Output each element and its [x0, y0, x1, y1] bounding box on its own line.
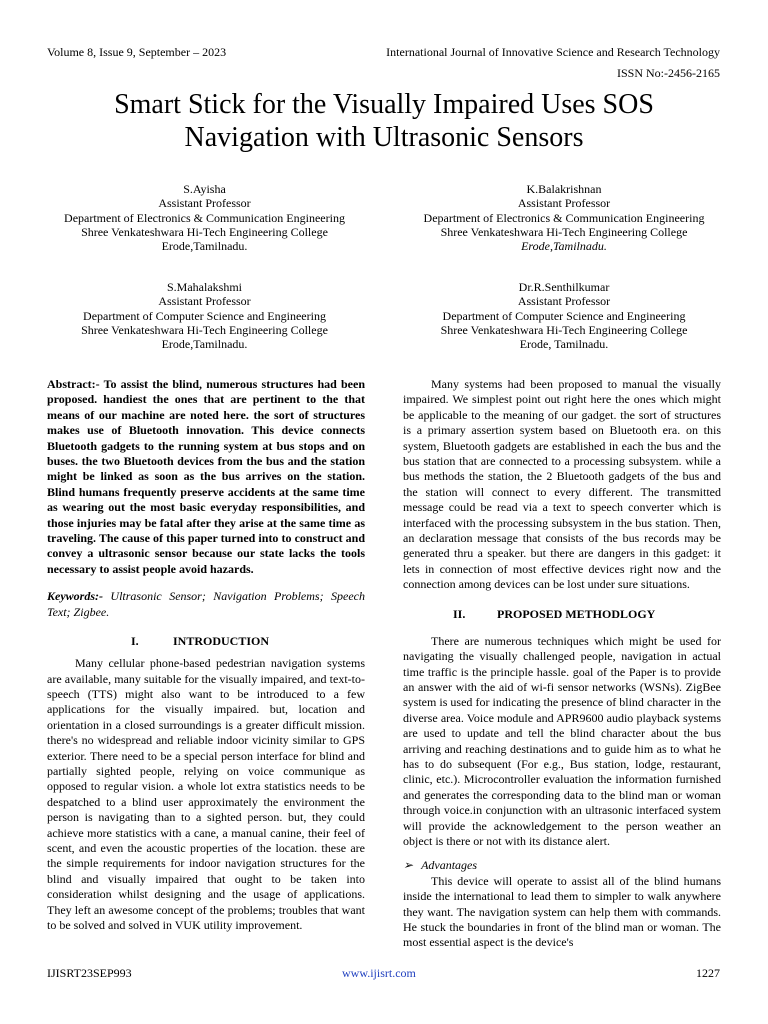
author-name: S.Ayisha [183, 182, 226, 196]
right-column [403, 377, 721, 951]
author-name: K.Balakrishnan [526, 182, 602, 196]
author-place: Erode,Tamilnadu. [521, 239, 607, 254]
author-dept: Department of Computer Science and Engineering [83, 308, 326, 323]
page-number: 1227 [696, 966, 720, 980]
section-heading-introduction [47, 634, 365, 648]
advantages-text: This device will operate to assist all of the blind humans inside the international to lead them to simpler to walk anywhere they want. The navigation system can help them with commands. He stuck the boundaries in front of the blind man or woman. The most essential aspect is the device's [403, 873, 721, 950]
author-college: Shree Venkateshwara Hi-Tech Engineering College [440, 322, 688, 337]
author-role: Assistant Professor [158, 294, 251, 309]
title-line-2: Navigation with Ultrasonic Sensors [184, 122, 584, 153]
author-place: Erode,Tamilnadu. [161, 337, 248, 352]
author-role: Assistant Professor [158, 196, 251, 211]
prior-systems-text: Many systems had been proposed to manual the visually impaired. We simplest point out right here the ones which might be applicable to the meaning of our gadget. the sort of structures is a primary assertion system based on Bluetooth era. on this system, Bluetooth gadgets are established in each the bus and the bus station that are connected to a processing subsystem. while a bus methods the station, the 2 Bluetooth gadgets of the bus and the station will connect to every different. The transmitted message could be read via a text to speech converter which is interfaced with the processing subsystem in the bus station. Then, an declaration message that consists of the bus records may be generated thru a speaker. but there are dangers in this gadget: it lets in connection of most effective devices right now and the connection among devices can be lost under sure situations. [403, 377, 721, 592]
bullet-arrow-icon: ➢ [403, 858, 414, 873]
journal-name: International Journal of Innovative Science and Research Technology [386, 45, 720, 59]
author-block-3 [52, 280, 357, 351]
journal-url-link[interactable]: www.ijisrt.com [342, 966, 416, 980]
advantages-heading [403, 858, 721, 873]
methodology-text: There are numerous techniques which might be used for navigating the visually challenged people, navigation in actual time traffic is the principle hassle. goal of the Paper is to provide an answer with the aid of wi-fi sensor networks (WSNs). ZigBee system is used for indicating the presence of blind character in the diverse area. Voice module and APR9600 audio playback systems are used to update and tell the blind character about the bus arriving and reaching destinations and to guide him as to what he has to do subsequent (For e.g., Bus station, lodge, restaurant, clinic, etc.). Microcontroller evaluation the information furnished and generates the corresponding data to the blind man or woman through voice.in conjunction with an ultrasonic interfaced system will provide the acknowledgement to the person weather an object is there or not with its distance alert. [403, 633, 721, 848]
keywords [47, 589, 365, 620]
author-college: Shree Venkateshwara Hi-Tech Engineering College [81, 322, 328, 337]
abstract: Abstract:- To assist the blind, numerous structures had been proposed. handiest the ones that are pertinent to the that means of our machine are noted here. the sort of structures makes use of Bluetooth innovation. This device connects Bluetooth gadgets to the running system at bus stops and on buses. the two Bluetooth devices from the bus and the station might be linked as soon as the bus arrives on the station. Blind humans frequently preserve accidents at the same time as wearing out the most basic everyday responsibilities, and those injuries may be fatal after they arise at the same time as traveling. The cause of this paper turned into to construct and convey a ultrasonic sensor because our state lacks the tools necessary to assist people avoid hazards. [47, 377, 365, 576]
section-number: II. [453, 606, 466, 621]
keywords-label: Keywords:- [47, 589, 103, 604]
author-place: Erode,Tamilnadu. [161, 239, 248, 254]
title-line-1: Smart Stick for the Visually Impaired Uses SOS [114, 89, 654, 120]
author-name: Dr.R.Senthilkumar [518, 280, 610, 294]
author-role: Assistant Professor [517, 294, 611, 309]
issn: ISSN No:-2456-2165 [616, 66, 720, 80]
advantages-title: Advantages [421, 858, 478, 873]
section-heading-methodology [403, 607, 721, 621]
keywords-text: Ultrasonic Sensor; Navigation Problems; Speech Text; Zigbee. [47, 589, 365, 619]
left-column [47, 377, 365, 933]
author-role: Assistant Professor [517, 196, 611, 211]
author-college: Shree Venkateshwara Hi-Tech Engineering College [81, 224, 328, 239]
section-title: INTRODUCTION [173, 634, 270, 649]
author-name: S.Mahalakshmi [167, 280, 242, 294]
section-title: PROPOSED METHODLOGY [497, 606, 656, 621]
paper-title [40, 88, 728, 154]
author-block-1 [52, 182, 357, 253]
author-dept: Department of Computer Science and Engineering [442, 308, 686, 323]
volume-info: Volume 8, Issue 9, September – 2023 [47, 45, 227, 59]
paper-id: IJISRT23SEP993 [47, 966, 132, 980]
author-dept: Department of Electronics & Communication Engineering [64, 210, 345, 225]
author-block-4 [410, 280, 718, 351]
introduction-text: Many cellular phone-based pedestrian navigation systems are available, many suitable for the visually impaired, and text-to-speech (TTS) might also want to be introduced to a few applications for the visually impaired. but, location and orientation in a closed surroundings is a greater difficult mission. there's no widespread and reliable indoor vicinity similar to GPS exterior. There need to be a special person interface for blind and partially sighted people, relying on voice communique as opposed to regular vision. a whole lot extra statistics needs to be despatched to a blind user approximately the environment the person is navigating than to a sighted person. but, they could achieve more statistics with a cane, a manual canine, their feel of scent, and even the acoustic properties of the location. these are the simple requirements for indoor navigation structures for the blind and visually impaired that ought to be taken into consideration whilst designing and the usage of applications. They left an awesome concept of the problems; troubles that want to be solved and solved in VUK utility improvement. [47, 656, 365, 932]
author-place: Erode, Tamilnadu. [519, 337, 609, 352]
author-college: Shree Venkateshwara Hi-Tech Engineering College [440, 224, 688, 239]
section-number: I. [131, 634, 139, 649]
author-block-2 [410, 182, 718, 253]
author-dept: Department of Electronics & Communication Engineering [423, 210, 705, 225]
